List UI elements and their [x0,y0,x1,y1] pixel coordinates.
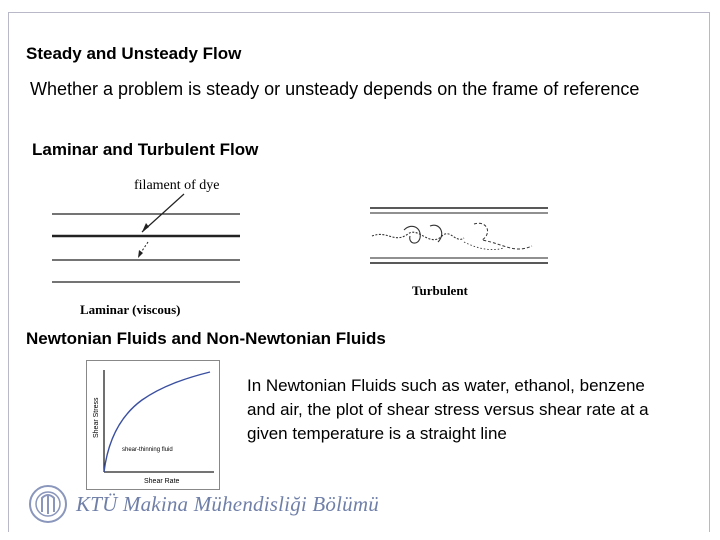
newtonian-text: In Newtonian Fluids such as water, ethanol, benzene and air, the plot of shear stress versus shear rate at a given temperature is a straight line [247,376,649,443]
turbulent-label: Turbulent [412,283,468,298]
steady-heading: Steady and Unsteady Flow [26,44,242,63]
curve-label: shear-thinning fluid [122,447,173,453]
laminar-label: Laminar (viscous) [80,302,181,317]
shear-graph [86,360,220,490]
laminar-heading: Laminar and Turbulent Flow [32,140,259,159]
steady-text: Whether a problem is steady or unsteady depends on the frame of reference [30,79,640,99]
dye-label: filament of dye [134,178,220,193]
graph-ylabel: Shear Stress [93,397,100,438]
newtonian-heading: Newtonian Fluids and Non-Newtonian Fluids [26,329,386,348]
laminar-flow-figure [44,170,254,320]
footer-text: KTÜ Makina Mühendisliği Bölümü [76,491,379,516]
turbulent-flow-figure [364,200,554,300]
graph-xlabel: Shear Rate [144,478,180,485]
footer [28,484,379,524]
university-logo-icon [28,484,68,524]
